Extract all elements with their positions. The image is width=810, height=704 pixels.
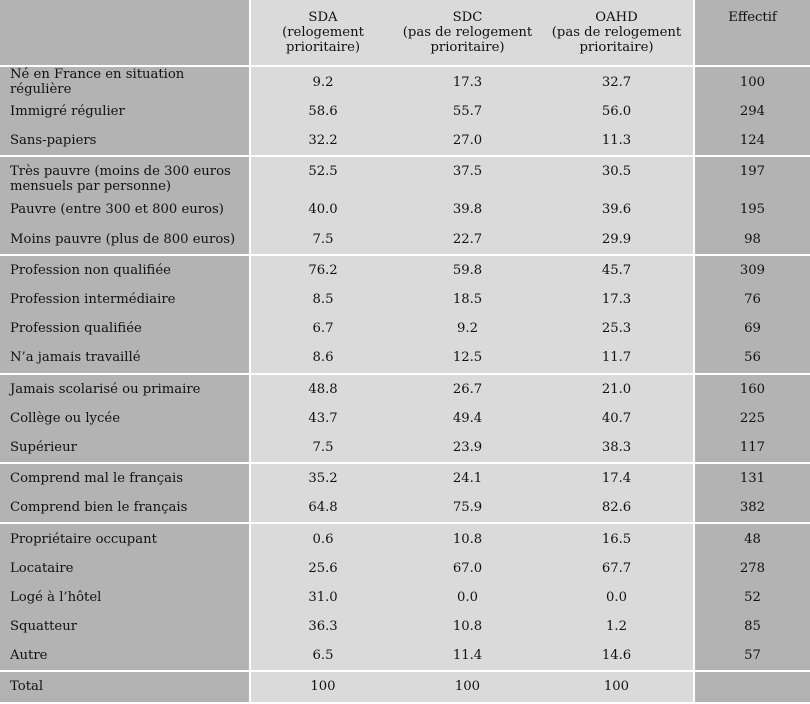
cell-sdc: 10.8 bbox=[395, 612, 540, 641]
cell-effectif: 197 bbox=[694, 156, 810, 195]
cell-sdc: 27.0 bbox=[395, 126, 540, 156]
cell-oahd: 39.6 bbox=[540, 195, 694, 224]
cell-sda: 76.2 bbox=[250, 255, 395, 285]
cell-oahd: 11.7 bbox=[540, 343, 694, 373]
table-row bbox=[0, 523, 810, 553]
header-label-column bbox=[0, 0, 250, 66]
cell-oahd: 38.3 bbox=[540, 433, 694, 463]
cell-sdc: 18.5 bbox=[395, 285, 540, 314]
row-label: Profession qualifiée bbox=[0, 314, 250, 343]
header-row bbox=[0, 0, 810, 66]
cell-oahd: 30.5 bbox=[540, 156, 694, 195]
cell-sdc: 37.5 bbox=[395, 156, 540, 195]
table-row bbox=[0, 374, 810, 404]
cell-oahd: 14.6 bbox=[540, 641, 694, 671]
row-label: Très pauvre (moins de 300 euros mensuels par personne) bbox=[0, 156, 250, 195]
table-row bbox=[0, 195, 810, 224]
row-label: Sans-papiers bbox=[0, 126, 250, 156]
table-row bbox=[0, 66, 810, 97]
cell-sda: 58.6 bbox=[250, 97, 395, 126]
cell-sdc: 100 bbox=[395, 671, 540, 701]
cell-effectif: 309 bbox=[694, 255, 810, 285]
cell-sda: 40.0 bbox=[250, 195, 395, 224]
cell-sda: 7.5 bbox=[250, 433, 395, 463]
cell-sda: 31.0 bbox=[250, 583, 395, 612]
cell-sdc: 24.1 bbox=[395, 463, 540, 493]
table-row bbox=[0, 612, 810, 641]
row-label: Né en France en situation régulière bbox=[0, 66, 250, 97]
cell-effectif: 76 bbox=[694, 285, 810, 314]
cell-oahd: 1.2 bbox=[540, 612, 694, 641]
cell-sdc: 10.8 bbox=[395, 523, 540, 553]
cell-sdc: 11.4 bbox=[395, 641, 540, 671]
row-label: Supérieur bbox=[0, 433, 250, 463]
row-label: Moins pauvre (plus de 800 euros) bbox=[0, 225, 250, 255]
row-label: Collège ou lycée bbox=[0, 404, 250, 433]
row-label: Jamais scolarisé ou primaire bbox=[0, 374, 250, 404]
cell-oahd: 32.7 bbox=[540, 66, 694, 97]
cell-sdc: 12.5 bbox=[395, 343, 540, 373]
cell-sda: 43.7 bbox=[250, 404, 395, 433]
row-label: N’a jamais travaillé bbox=[0, 343, 250, 373]
cell-sda: 6.7 bbox=[250, 314, 395, 343]
cell-effectif: 294 bbox=[694, 97, 810, 126]
cell-effectif: 69 bbox=[694, 314, 810, 343]
cell-sdc: 26.7 bbox=[395, 374, 540, 404]
header-effectif: Effectif bbox=[694, 0, 810, 66]
cell-oahd: 16.5 bbox=[540, 523, 694, 553]
cell-sda: 48.8 bbox=[250, 374, 395, 404]
header-sdc bbox=[395, 0, 540, 66]
cell-effectif: 382 bbox=[694, 493, 810, 523]
cell-sdc: 59.8 bbox=[395, 255, 540, 285]
row-label: Autre bbox=[0, 641, 250, 671]
cell-sdc: 9.2 bbox=[395, 314, 540, 343]
header-sdc-line: SDC bbox=[452, 10, 483, 25]
cell-oahd: 17.3 bbox=[540, 285, 694, 314]
row-label: Comprend mal le français bbox=[0, 463, 250, 493]
header-oahd-line: (pas de relogement bbox=[551, 25, 682, 40]
cell-sda: 35.2 bbox=[250, 463, 395, 493]
cell-sda: 36.3 bbox=[250, 612, 395, 641]
table-row bbox=[0, 97, 810, 126]
cell-effectif: 131 bbox=[694, 463, 810, 493]
cell-sda: 52.5 bbox=[250, 156, 395, 195]
cell-effectif: 98 bbox=[694, 225, 810, 255]
table-row bbox=[0, 343, 810, 373]
cell-sda: 100 bbox=[250, 671, 395, 701]
header-oahd-line: OAHD bbox=[595, 10, 638, 25]
cell-effectif: 117 bbox=[694, 433, 810, 463]
table-row bbox=[0, 641, 810, 671]
row-label: Immigré régulier bbox=[0, 97, 250, 126]
cell-effectif: 52 bbox=[694, 583, 810, 612]
table-row bbox=[0, 156, 810, 195]
table-row bbox=[0, 314, 810, 343]
cell-effectif: 195 bbox=[694, 195, 810, 224]
table-row bbox=[0, 463, 810, 493]
cell-oahd: 25.3 bbox=[540, 314, 694, 343]
cell-effectif: 278 bbox=[694, 554, 810, 583]
row-label: Profession intermédiaire bbox=[0, 285, 250, 314]
header-oahd bbox=[540, 0, 694, 66]
cell-effectif: 225 bbox=[694, 404, 810, 433]
cell-oahd: 17.4 bbox=[540, 463, 694, 493]
cell-oahd: 40.7 bbox=[540, 404, 694, 433]
row-label: Comprend bien le français bbox=[0, 493, 250, 523]
table-body bbox=[0, 66, 810, 702]
table-row bbox=[0, 285, 810, 314]
cell-sda: 64.8 bbox=[250, 493, 395, 523]
table-row bbox=[0, 255, 810, 285]
table-row bbox=[0, 433, 810, 463]
cell-sda: 32.2 bbox=[250, 126, 395, 156]
cell-effectif: 48 bbox=[694, 523, 810, 553]
cell-effectif: 85 bbox=[694, 612, 810, 641]
cell-oahd: 82.6 bbox=[540, 493, 694, 523]
row-label: Squatteur bbox=[0, 612, 250, 641]
total-row bbox=[0, 671, 810, 701]
row-label: Logé à l’hôtel bbox=[0, 583, 250, 612]
row-label: Total bbox=[0, 671, 250, 701]
cell-sdc: 0.0 bbox=[395, 583, 540, 612]
table-row bbox=[0, 404, 810, 433]
cell-oahd: 21.0 bbox=[540, 374, 694, 404]
cell-sda: 9.2 bbox=[250, 66, 395, 97]
cell-effectif: 124 bbox=[694, 126, 810, 156]
cell-oahd: 67.7 bbox=[540, 554, 694, 583]
header-sda-line: SDA bbox=[308, 10, 338, 25]
cell-sdc: 55.7 bbox=[395, 97, 540, 126]
cell-sda: 6.5 bbox=[250, 641, 395, 671]
header-sda bbox=[250, 0, 395, 66]
cell-sdc: 67.0 bbox=[395, 554, 540, 583]
cell-sda: 8.5 bbox=[250, 285, 395, 314]
row-label: Pauvre (entre 300 et 800 euros) bbox=[0, 195, 250, 224]
cell-effectif bbox=[694, 671, 810, 701]
row-label: Propriétaire occupant bbox=[0, 523, 250, 553]
cell-oahd: 0.0 bbox=[540, 583, 694, 612]
cell-sdc: 17.3 bbox=[395, 66, 540, 97]
cell-effectif: 56 bbox=[694, 343, 810, 373]
cell-sda: 25.6 bbox=[250, 554, 395, 583]
cell-oahd: 45.7 bbox=[540, 255, 694, 285]
row-label: Profession non qualifiée bbox=[0, 255, 250, 285]
table-row bbox=[0, 126, 810, 156]
header-oahd-line: prioritaire) bbox=[579, 40, 654, 55]
cell-sda: 0.6 bbox=[250, 523, 395, 553]
cell-effectif: 57 bbox=[694, 641, 810, 671]
cell-effectif: 100 bbox=[694, 66, 810, 97]
header-sda-line: (relogement bbox=[282, 25, 364, 40]
cell-oahd: 29.9 bbox=[540, 225, 694, 255]
row-label: Locataire bbox=[0, 554, 250, 583]
cell-sdc: 75.9 bbox=[395, 493, 540, 523]
cell-oahd: 56.0 bbox=[540, 97, 694, 126]
cell-sdc: 39.8 bbox=[395, 195, 540, 224]
table-row bbox=[0, 554, 810, 583]
table-row bbox=[0, 225, 810, 255]
table-row bbox=[0, 583, 810, 612]
cell-effectif: 160 bbox=[694, 374, 810, 404]
cell-sdc: 23.9 bbox=[395, 433, 540, 463]
header-sdc-line: prioritaire) bbox=[430, 40, 505, 55]
table-row bbox=[0, 493, 810, 523]
cell-oahd: 100 bbox=[540, 671, 694, 701]
cell-oahd: 11.3 bbox=[540, 126, 694, 156]
cell-sda: 7.5 bbox=[250, 225, 395, 255]
cell-sda: 8.6 bbox=[250, 343, 395, 373]
cell-sdc: 49.4 bbox=[395, 404, 540, 433]
cell-sdc: 22.7 bbox=[395, 225, 540, 255]
header-sdc-line: (pas de relogement bbox=[402, 25, 533, 40]
header-sda-line: prioritaire) bbox=[285, 40, 361, 55]
